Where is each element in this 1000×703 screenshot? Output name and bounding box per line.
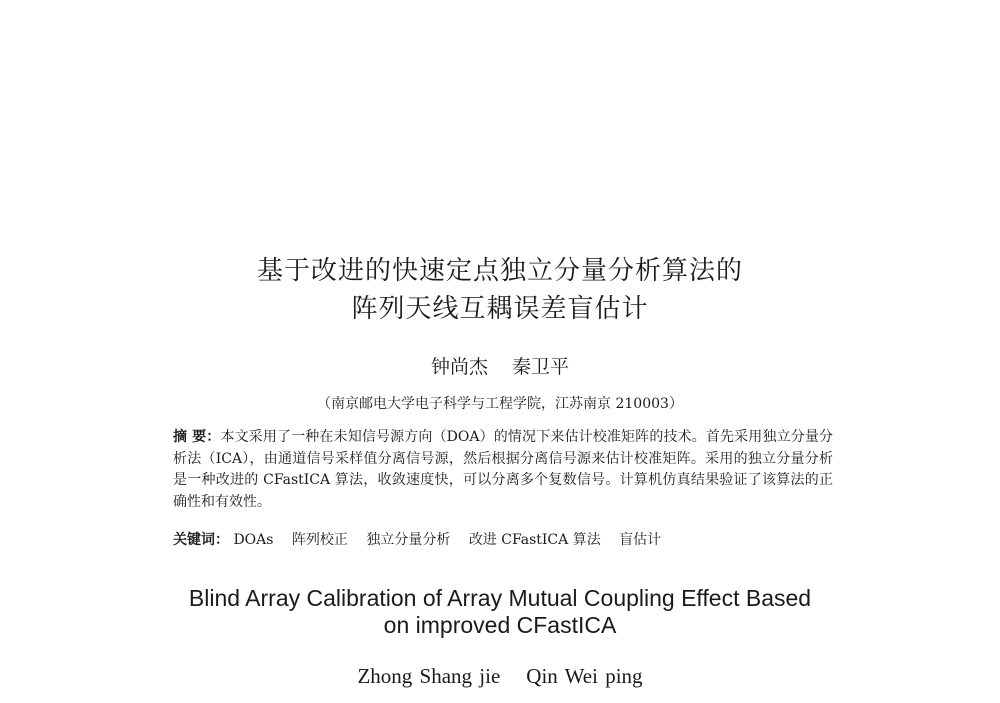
- title-en-line1: Blind Array Calibration of Array Mutual Coupling Effect Based: [188, 585, 812, 611]
- abstract-cn: [173, 427, 833, 513]
- keyword: 盲估计: [619, 532, 662, 548]
- keyword: DOAs: [233, 532, 274, 548]
- title-en-line2: on improved CFastICA: [383, 612, 617, 638]
- authors-cn: [0, 352, 1000, 379]
- keywords-cn: [173, 529, 833, 549]
- author-cn: 钟尚杰: [430, 356, 488, 378]
- keyword: 独立分量分析: [366, 532, 451, 548]
- abstract-label: 摘 要：: [173, 429, 221, 445]
- keywords-label: 关键词：: [173, 532, 229, 548]
- keyword: 阵列校正: [291, 532, 348, 548]
- title-cn-line2: 阵列天线互耦误差盲估计: [351, 294, 649, 324]
- authors-en: [0, 664, 1000, 689]
- author-en: Qin Wei ping: [526, 664, 643, 688]
- author-en: Zhong Shang jie: [357, 664, 501, 688]
- affiliation-cn: （南京邮电大学电子科学与工程学院，江苏南京 210003）: [317, 396, 683, 412]
- author-cn: 秦卫平: [512, 356, 570, 378]
- title-cn-line1: 基于改进的快速定点独立分量分析算法的: [256, 256, 743, 286]
- abstract-text: 本文采用了一种在未知信号源方向（DOA）的情况下来估计校准矩阵的技术。首先采用独立分量分析法（ICA），由通道信号采样值分离信号源，然后根据分离信号源来估计校准矩阵。采用的独立分量分析是一种改进的 CFastICA 算法，收敛速度快，可以分离多个复数信号。计算机仿真结果验证了该算法的正确性和有效性。: [173, 429, 833, 510]
- keyword: 改进 CFastICA 算法: [468, 532, 601, 548]
